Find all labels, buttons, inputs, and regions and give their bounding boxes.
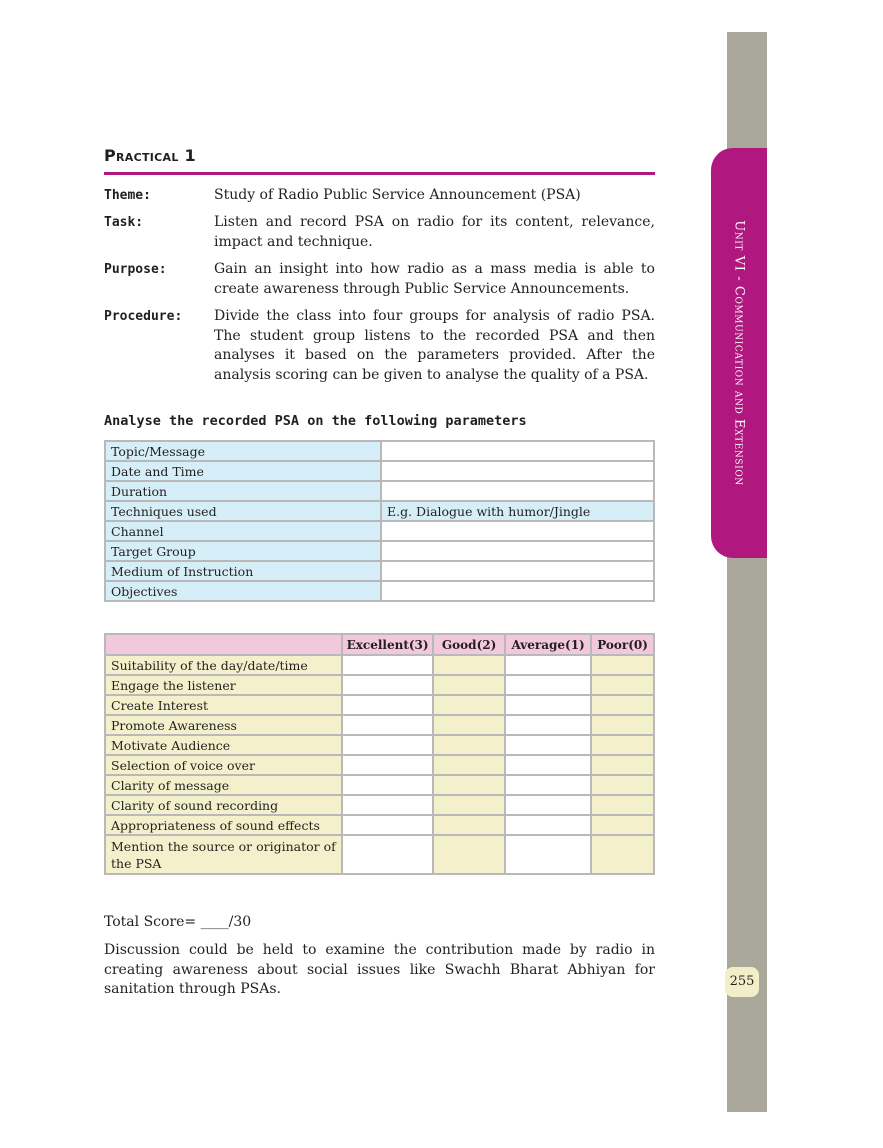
score-cell-poor[interactable] xyxy=(591,735,654,755)
criterion-label: Motivate Audience xyxy=(105,735,342,755)
param-value[interactable] xyxy=(381,481,654,501)
score-cell-average[interactable] xyxy=(505,755,591,775)
table-row xyxy=(105,775,654,795)
field-label: Task: xyxy=(104,215,144,230)
table-row xyxy=(105,795,654,815)
score-cell-good[interactable] xyxy=(433,655,505,675)
param-label: Target Group xyxy=(105,541,381,561)
score-cell-poor[interactable] xyxy=(591,675,654,695)
header-excellent: Excellent(3) xyxy=(342,634,433,655)
header-good: Good(2) xyxy=(433,634,505,655)
param-label: Techniques used xyxy=(105,501,381,521)
score-cell-average[interactable] xyxy=(505,795,591,815)
score-cell-poor[interactable] xyxy=(591,815,654,835)
field-label: Theme: xyxy=(104,188,151,203)
score-cell-poor[interactable] xyxy=(591,755,654,775)
score-cell-poor[interactable] xyxy=(591,655,654,675)
score-cell-excellent[interactable] xyxy=(342,695,433,715)
table-header-row xyxy=(105,634,654,655)
unit-label: Unit VI - Communication and Extension xyxy=(731,220,747,486)
field-value: Divide the class into four groups for analysis of radio PSA. The student group listens to the recorded PSA and then analyses it based on the parameters provided. After the analysis scoring can be given to analyse the quality of a PSA. xyxy=(214,308,655,383)
param-value[interactable] xyxy=(381,561,654,581)
table-row xyxy=(105,835,654,874)
criterion-label: Clarity of message xyxy=(105,775,342,795)
page-number: 255 xyxy=(725,967,759,997)
score-cell-average[interactable] xyxy=(505,695,591,715)
parameters-heading: Analyse the recorded PSA on the following parameters xyxy=(104,413,527,429)
table-row xyxy=(105,655,654,675)
table-row xyxy=(105,521,654,541)
score-cell-excellent[interactable] xyxy=(342,815,433,835)
param-value[interactable] xyxy=(381,541,654,561)
score-cell-excellent[interactable] xyxy=(342,655,433,675)
param-value[interactable] xyxy=(381,461,654,481)
criterion-label: Suitability of the day/date/time xyxy=(105,655,342,675)
param-label: Topic/Message xyxy=(105,441,381,461)
field-value: Listen and record PSA on radio for its content, relevance, impact and technique. xyxy=(214,214,655,250)
criterion-label: Create Interest xyxy=(105,695,342,715)
score-cell-average[interactable] xyxy=(505,715,591,735)
field-value: Gain an insight into how radio as a mass media is able to create awareness through Public Service Announcements. xyxy=(214,261,655,297)
table-row xyxy=(105,715,654,735)
table-row xyxy=(105,695,654,715)
title-divider xyxy=(104,172,655,175)
score-cell-excellent[interactable] xyxy=(342,715,433,735)
score-cell-excellent[interactable] xyxy=(342,795,433,815)
score-cell-average[interactable] xyxy=(505,655,591,675)
table-row xyxy=(105,561,654,581)
param-label: Date and Time xyxy=(105,461,381,481)
score-cell-poor[interactable] xyxy=(591,715,654,735)
param-label: Medium of Instruction xyxy=(105,561,381,581)
score-cell-good[interactable] xyxy=(433,815,505,835)
criterion-label: Selection of voice over xyxy=(105,755,342,775)
table-row xyxy=(105,675,654,695)
score-cell-excellent[interactable] xyxy=(342,735,433,755)
practical-title: Practical 1 xyxy=(104,146,196,165)
score-cell-average[interactable] xyxy=(505,775,591,795)
score-cell-good[interactable] xyxy=(433,735,505,755)
score-cell-average[interactable] xyxy=(505,735,591,755)
field-label: Procedure: xyxy=(104,309,183,324)
score-cell-excellent[interactable] xyxy=(342,835,433,874)
score-cell-good[interactable] xyxy=(433,755,505,775)
param-value[interactable]: E.g. Dialogue with humor/Jingle xyxy=(381,501,654,521)
table-row xyxy=(105,755,654,775)
criterion-label: Promote Awareness xyxy=(105,715,342,735)
score-cell-good[interactable] xyxy=(433,775,505,795)
score-cell-excellent[interactable] xyxy=(342,675,433,695)
criterion-label: Mention the source or originator of the PSA xyxy=(105,835,342,874)
field-label: Purpose: xyxy=(104,262,167,277)
header-average: Average(1) xyxy=(505,634,591,655)
header-poor: Poor(0) xyxy=(591,634,654,655)
param-value[interactable] xyxy=(381,521,654,541)
param-value[interactable] xyxy=(381,581,654,601)
param-value[interactable] xyxy=(381,441,654,461)
criterion-label: Clarity of sound recording xyxy=(105,795,342,815)
param-label: Channel xyxy=(105,521,381,541)
param-label: Objectives xyxy=(105,581,381,601)
total-score: Total Score= ____/30 xyxy=(104,914,252,930)
score-cell-poor[interactable] xyxy=(591,775,654,795)
table-row xyxy=(105,481,654,501)
score-cell-good[interactable] xyxy=(433,835,505,874)
parameters-table xyxy=(104,440,655,602)
table-row xyxy=(105,441,654,461)
param-label: Duration xyxy=(105,481,381,501)
header-blank xyxy=(105,634,342,655)
table-row xyxy=(105,815,654,835)
score-cell-poor[interactable] xyxy=(591,795,654,815)
score-cell-excellent[interactable] xyxy=(342,755,433,775)
score-cell-excellent[interactable] xyxy=(342,775,433,795)
discussion-paragraph: Discussion could be held to examine the contribution made by radio in creating awareness about social issues like Swachh Bharat Abhiyan for sanitation through PSAs. xyxy=(104,942,655,997)
score-cell-average[interactable] xyxy=(505,835,591,874)
table-row xyxy=(105,501,654,521)
field-value: Study of Radio Public Service Announcement (PSA) xyxy=(214,187,581,203)
score-cell-good[interactable] xyxy=(433,675,505,695)
table-row xyxy=(105,581,654,601)
table-row xyxy=(105,735,654,755)
score-cell-good[interactable] xyxy=(433,715,505,735)
scoring-table xyxy=(104,633,655,875)
criterion-label: Appropriateness of sound effects xyxy=(105,815,342,835)
criterion-label: Engage the listener xyxy=(105,675,342,695)
table-row xyxy=(105,541,654,561)
score-cell-poor[interactable] xyxy=(591,835,654,874)
score-cell-average[interactable] xyxy=(505,815,591,835)
score-cell-average[interactable] xyxy=(505,675,591,695)
score-cell-poor[interactable] xyxy=(591,695,654,715)
score-cell-good[interactable] xyxy=(433,795,505,815)
table-row xyxy=(105,461,654,481)
score-cell-good[interactable] xyxy=(433,695,505,715)
